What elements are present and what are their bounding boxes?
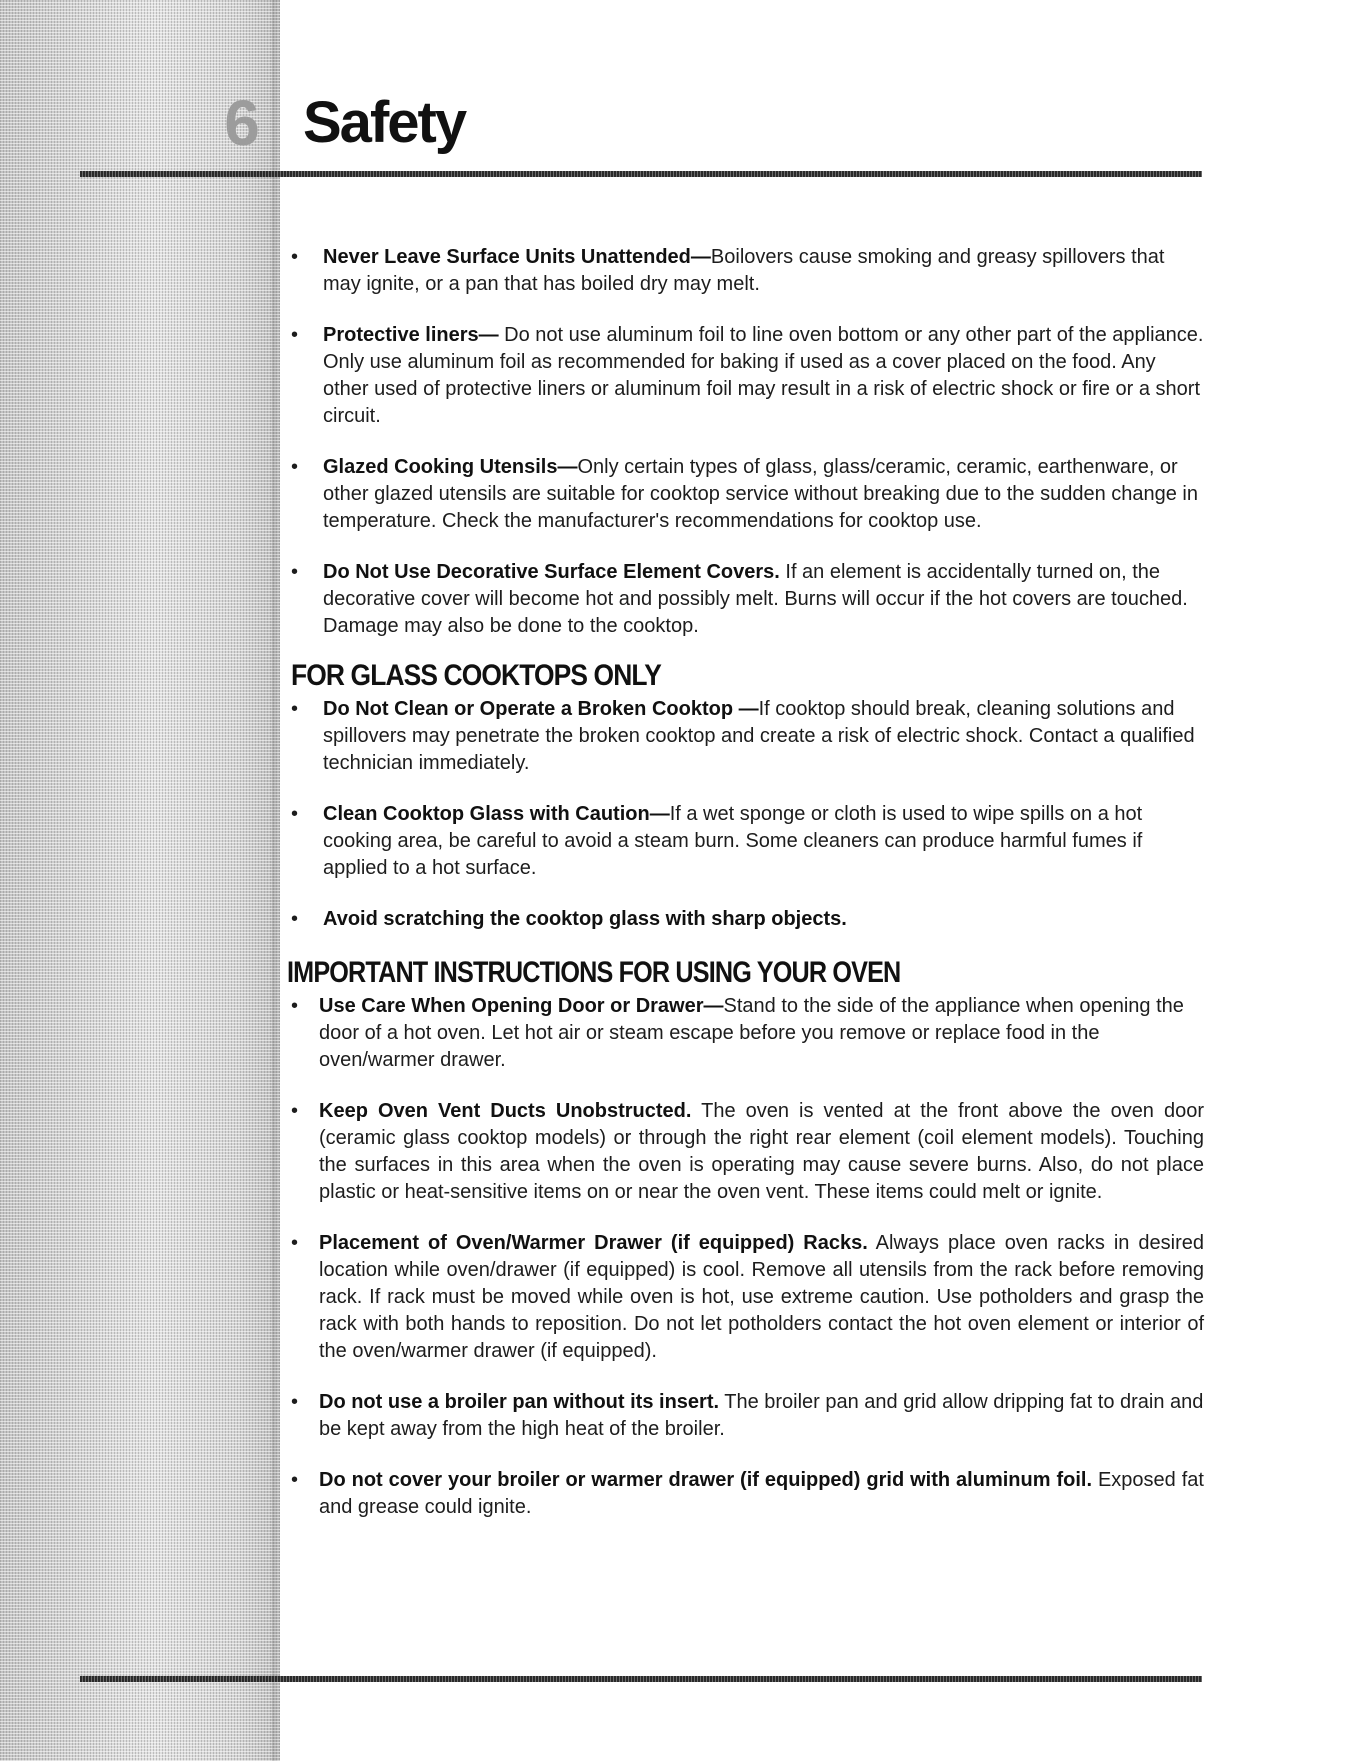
item-lead: Placement of Oven/Warmer Drawer (if equipped) Racks. [319, 1232, 868, 1254]
item-lead: Glazed Cooking Utensils— [323, 456, 578, 478]
bullet-icon: • [291, 456, 299, 478]
bullet-icon: • [291, 246, 299, 268]
list-item [287, 801, 1204, 882]
footer-rule [80, 1676, 1202, 1682]
bullet-icon: • [291, 324, 299, 346]
list-item [287, 906, 1204, 933]
item-text: Exposed fat and grease could ignite. [319, 1469, 1204, 1518]
header-rule [80, 171, 1202, 177]
bullet-icon: • [291, 698, 299, 720]
item-lead: Do Not Use Decorative Surface Element Covers. [323, 561, 780, 583]
item-lead: Avoid scratching the cooktop glass with sharp objects. [323, 908, 847, 930]
section-heading-oven-instructions: IMPORTANT INSTRUCTIONS FOR USING YOUR OVEN [287, 956, 901, 989]
bullet-icon: • [291, 1469, 299, 1491]
item-lead: Do not use a broiler pan without its insert. [319, 1391, 720, 1413]
item-text: The broiler pan and grid allow dripping fat to drain and be kept away from the high heat of the broiler. [319, 1391, 1204, 1440]
item-text: Always place oven racks in desired location while oven/drawer (if equipped) is cool. Remove all utensils from the rack before removing rack. If rack must be moved while oven is hot, use extreme caution. Use potholders and grasp the rack with both hands to reposition. Do not let potholders contact the hot oven element or interior of the oven/warmer drawer (if equipped). [319, 1232, 1204, 1362]
list-item [287, 993, 1204, 1074]
chapter-number: 6 [224, 87, 260, 159]
bullet-icon: • [291, 908, 299, 930]
item-text: Do not use aluminum foil to line oven bottom or any other part of the appliance. Only use aluminum foil as recommended for baking if used as a cover placed on the food. Any other used of protective liners or aluminum foil may result in a risk of electric shock or fire or a short circuit. [323, 324, 1204, 427]
list-item [287, 1098, 1204, 1206]
item-lead: Protective liners— [323, 324, 499, 346]
left-sidebar-texture [0, 0, 280, 1761]
list-item [287, 244, 1204, 298]
list-item [287, 454, 1204, 535]
item-text: If a wet sponge or cloth is used to wipe spills on a hot cooking area, be careful to avoid a steam burn. Some cleaners can produce harmful fumes if applied to a hot surface. [323, 803, 1143, 879]
item-text: The oven is vented at the front above the oven door (ceramic glass cooktop models) or through the right rear element (coil element models). Touching the surfaces in this area when the oven is operating may cause severe burns. Also, do not place plastic or heat-sensitive items on or near the oven vent. These items could melt or ignite. [319, 1100, 1205, 1203]
list-item [287, 1389, 1204, 1443]
list-item [287, 1230, 1204, 1365]
item-lead: Keep Oven Vent Ducts Unobstructed. [319, 1100, 692, 1122]
oven-instructions-list [287, 993, 1204, 1521]
bullet-icon: • [291, 561, 299, 583]
item-text: If an element is accidentally turned on, the decorative cover will become hot and possibly melt. Burns will occur if the hot covers are touched. Damage may also be done to the cooktop. [323, 561, 1188, 637]
item-text: Only certain types of glass, glass/ceramic, ceramic, earthenware, or other glazed utensils are suitable for cooktop service without breaking due to the sudden change in temperature. Check the manufacturer's recommendations for cooktop use. [323, 456, 1198, 532]
bullet-icon: • [291, 1100, 299, 1122]
sidebar-shadow [272, 0, 280, 1761]
item-lead: Never Leave Surface Units Unattended— [323, 246, 711, 268]
bullet-icon: • [291, 995, 299, 1017]
item-lead: Clean Cooktop Glass with Caution— [323, 803, 670, 825]
bullet-icon: • [291, 1232, 299, 1254]
bullet-icon: • [291, 803, 299, 825]
list-item [287, 1467, 1204, 1521]
item-lead: Do Not Clean or Operate a Broken Cooktop — [323, 698, 759, 720]
list-item [287, 559, 1204, 640]
item-text: Stand to the side of the appliance when opening the door of a hot oven. Let hot air or steam escape before you remove or replace food in the oven/warmer drawer. [319, 995, 1184, 1071]
list-item [287, 696, 1204, 777]
item-lead: Do not cover your broiler or warmer drawer (if equipped) grid with aluminum foil. [319, 1469, 1093, 1491]
page-content [287, 244, 1204, 1545]
page-title: Safety [303, 90, 466, 155]
section-heading-glass-cooktops: FOR GLASS COOKTOPS ONLY [291, 659, 661, 692]
item-text: If cooktop should break, cleaning solutions and spillovers may penetrate the broken cooktop and create a risk of electric shock. Contact a qualified technician immediately. [323, 698, 1195, 774]
list-item [287, 322, 1204, 430]
item-text: Boilovers cause smoking and greasy spillovers that may ignite, or a pan that has boiled dry may melt. [323, 246, 1165, 295]
bullet-icon: • [291, 1391, 299, 1413]
item-lead: Use Care When Opening Door or Drawer— [319, 995, 724, 1017]
